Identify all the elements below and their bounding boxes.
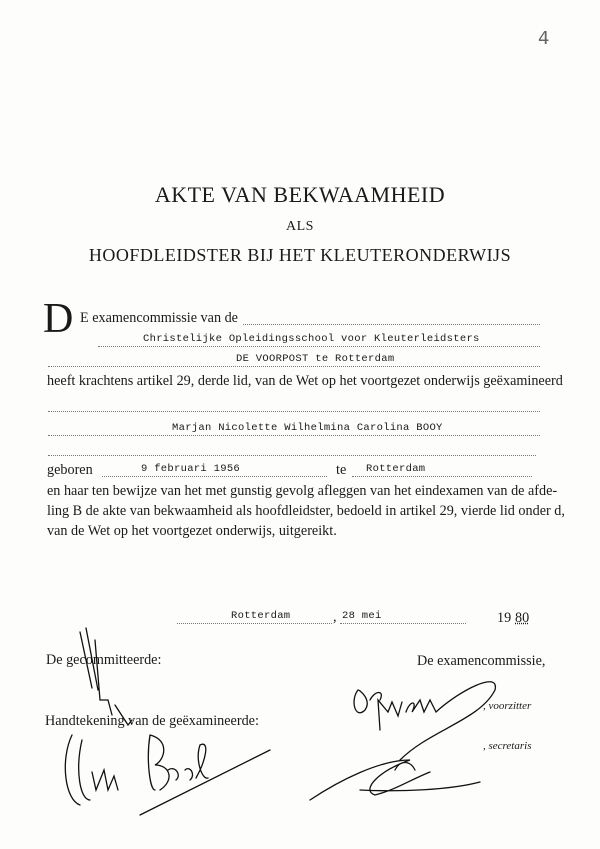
voorzitter-signature [354,682,495,760]
voorzitter-label: , voorzitter [483,700,532,712]
document-subtitle: HOOFDLEIDSTER BIJ HET KLEUTERONDERWIJS [88,245,512,265]
gecommitteerde-label: De gecommitteerde: [46,652,162,668]
birth-place: Rotterdam [366,463,426,475]
candidate-signature [65,735,270,815]
te-label: te [336,462,347,478]
article-text: heeft krachtens artikel 29, derde lid, van de Wet op het voortgezet onderwijs geëxamineerd [47,373,563,389]
school-name: Christelijke Opleidingsschool voor Kleuterleidsters [143,333,480,345]
certificate-page: 4 AKTE VAN BEKWAAMHEID ALS HOOFDLEIDSTER BIJ HET KLEUTERONDERWIJS D E examencommissie van de Christelijke Opleidingsschool voor Kleuterleidsters DE VOORPOST te Rotterdam heeft krachtens artikel 29, derde lid, van de Wet op het voortgezet onderwijs geëxamineerd Marjan Nicolette Wilhelmina Carolina BOOY geboren 9 februari 1956 te Rotterdam en haar ten bewijze van het met gunstig gevolg afleggen van het eindexamen van de afde- ling B de akte van bekwaamheid als hoofdleidster, bedoeld in artikel 29, vierde lid onder d, van de Wet op het voortgezet onderwijs, uitgereikt. Rotterdam , 28 mei 19 80 De gecommitteerde: De examencommissie, , voorzitter Handtekening van de geëxamineerde: , secretaris [0,0,600,849]
signature-label: Handtekening van de geëxamineerde: [45,713,259,729]
candidate-name: Marjan Nicolette Wilhelmina Carolina BOOY [172,422,443,434]
commission-label: De examencommissie, [417,653,546,669]
school-location: DE VOORPOST te Rotterdam [236,353,395,365]
secretaris-label: , secretaris [483,740,532,752]
issue-place: Rotterdam [231,610,291,622]
paragraph-line-3: van de Wet op het voortgezet onderwijs, uitgereikt. [47,523,337,539]
gecommitteerde-signature [80,628,132,725]
born-label: geboren [47,462,93,478]
document-title: AKTE VAN BEKWAAMHEID [154,182,446,207]
issue-date: 28 mei [342,610,382,622]
year-suffix: 80 [515,610,530,626]
page-number: 4 [538,28,550,49]
paragraph-line-2: ling B de akte van bekwaamheid als hoofdleidster, bedoeld in artikel 29, vierde lid onder d, [47,503,565,519]
birth-date: 9 februari 1956 [141,463,241,475]
paragraph-line-1: en haar ten bewijze van het met gunstig gevolg afleggen van het eindexamen van de afde- [47,483,558,499]
secretaris-signature [310,760,480,800]
year-prefix: 19 [497,610,512,626]
als-label: ALS [286,219,314,234]
drop-cap: D [43,296,74,342]
intro-text: E examencommissie van de [80,310,238,326]
